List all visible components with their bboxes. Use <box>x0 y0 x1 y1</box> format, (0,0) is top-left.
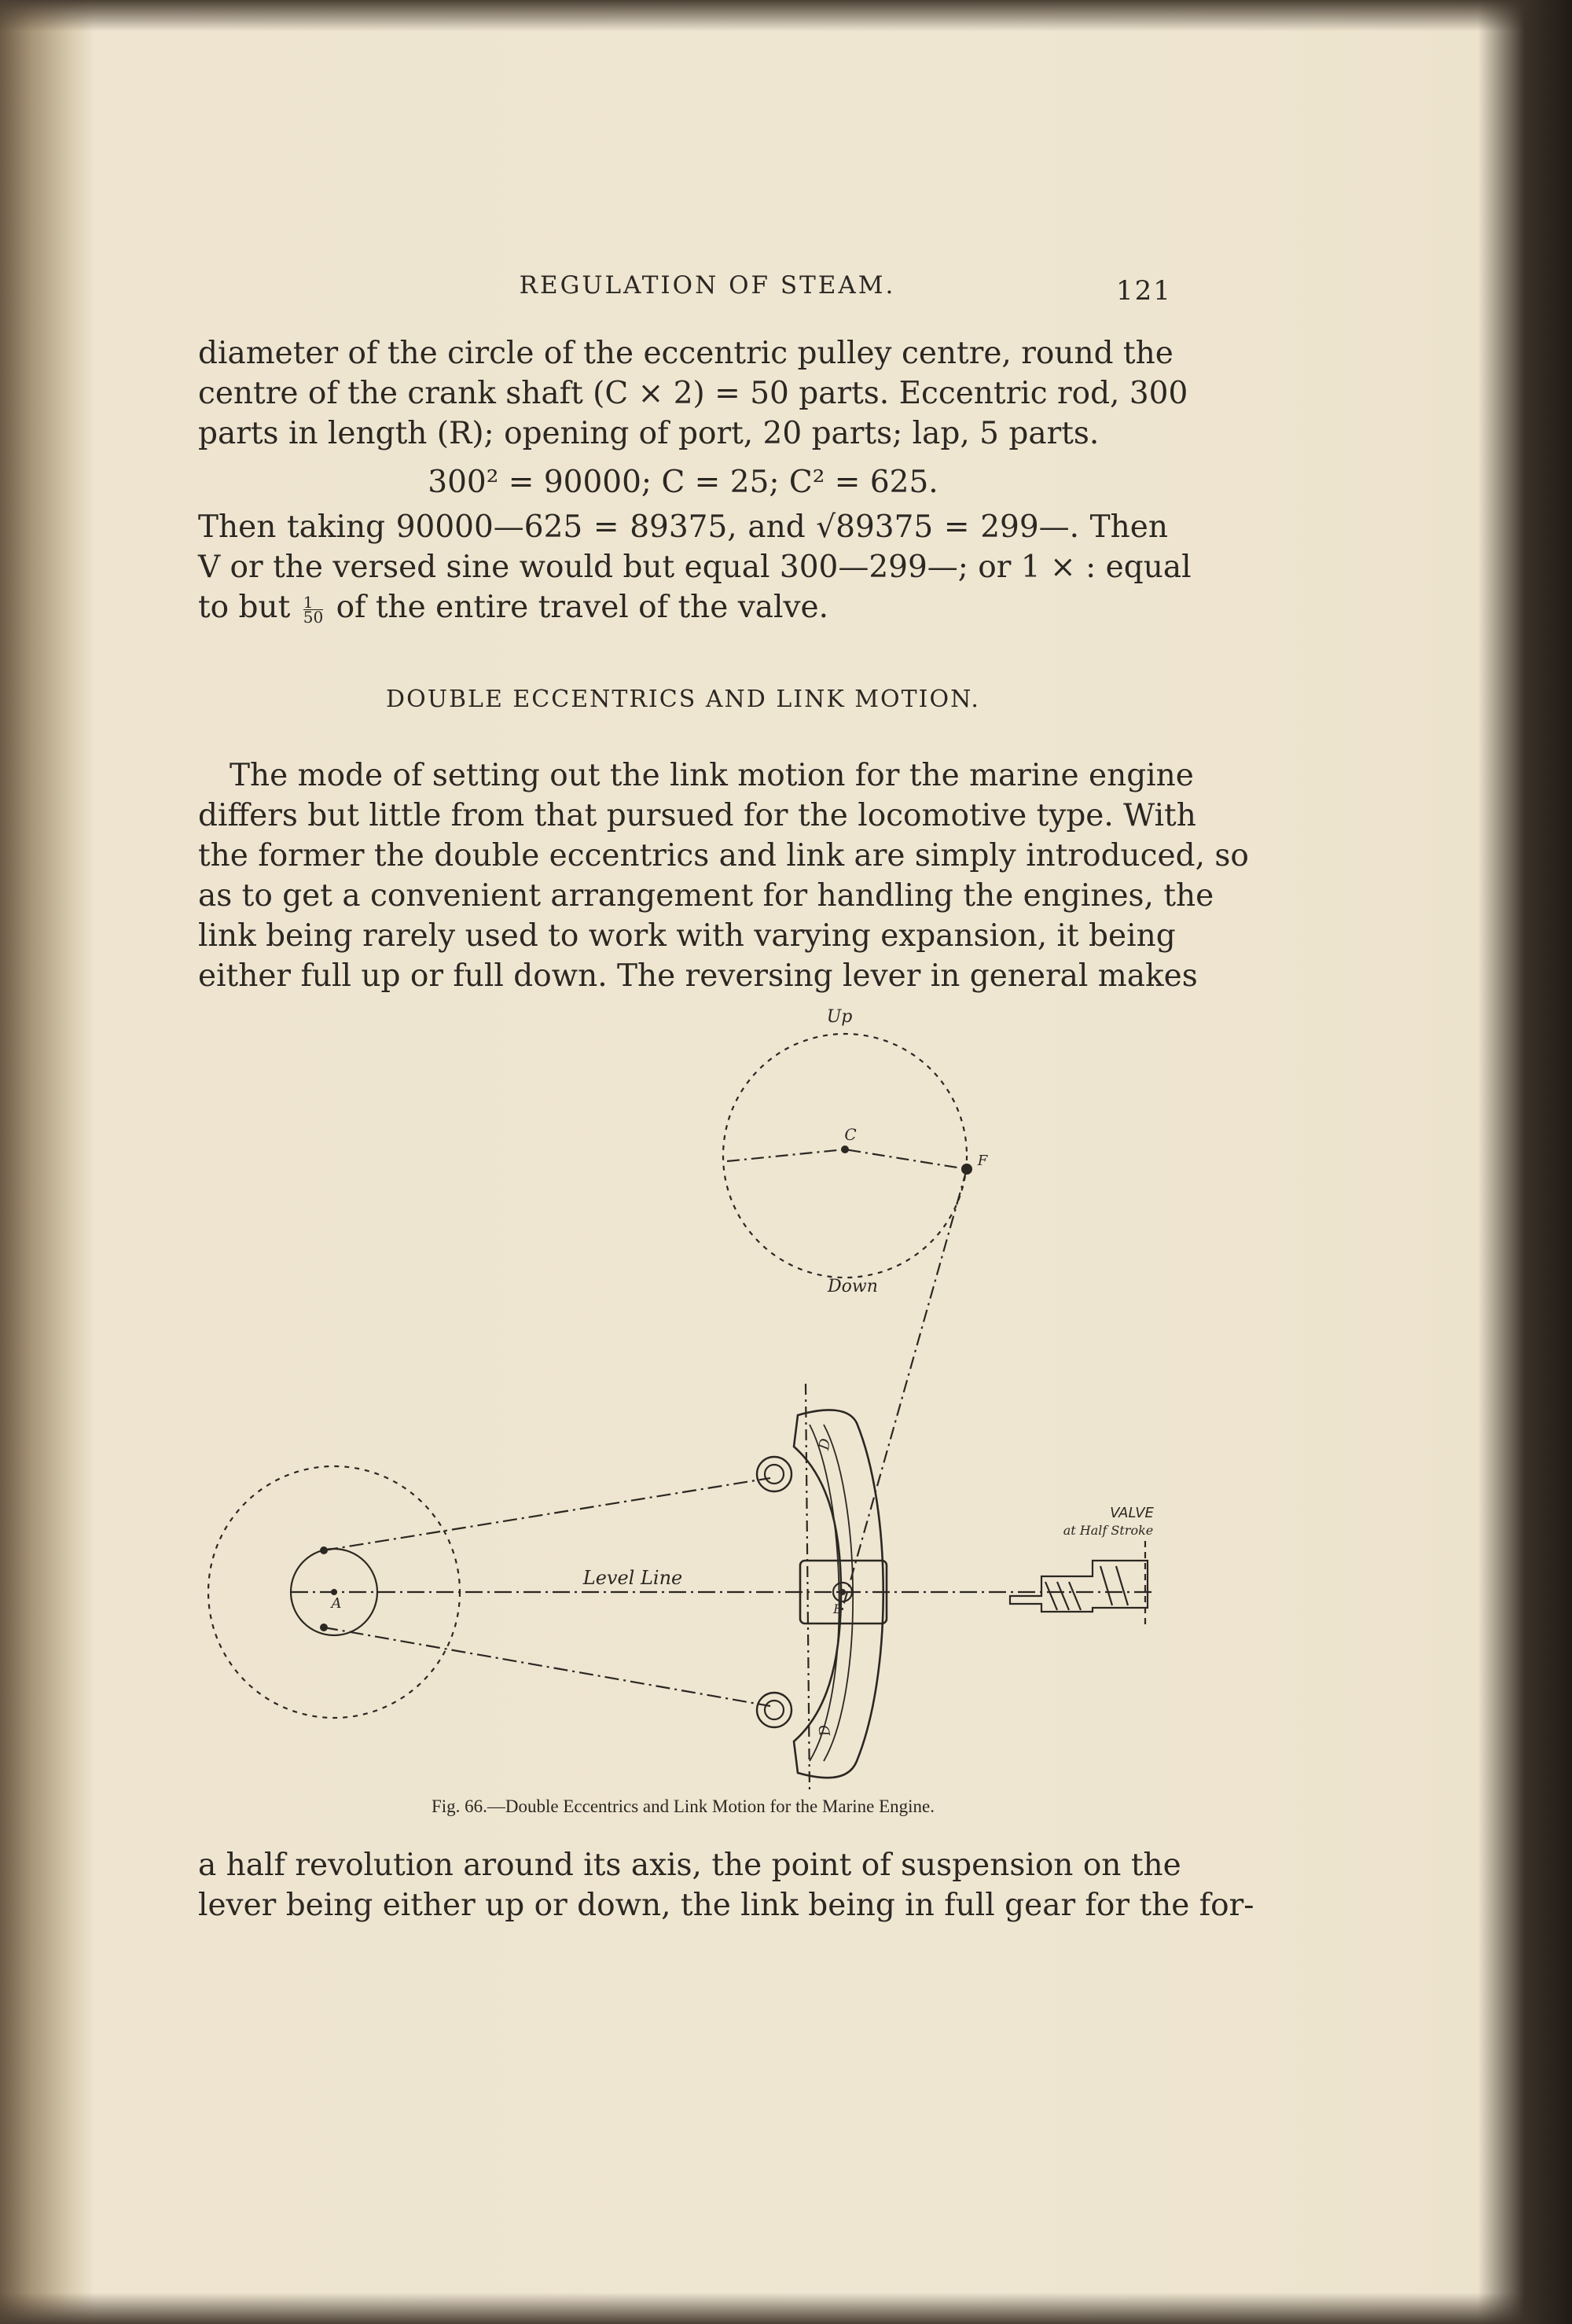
label-d-top: D <box>815 1437 835 1451</box>
equation-line: 300² = 90000; C = 25; C² = 625. <box>428 465 938 500</box>
upper-circle <box>723 1034 967 1278</box>
label-d-bottom: D <box>815 1723 835 1737</box>
paragraph-line: the former the double eccentrics and link are simply introduced, so <box>198 838 1249 873</box>
running-head: REGULATION OF STEAM. <box>519 271 896 300</box>
label-valve-sub: at Half Stroke <box>1063 1523 1154 1538</box>
paragraph-line: either full up or full down. The reversing lever in general makes <box>198 958 1198 994</box>
body-line: V or the versed sine would but equal 300—299—; or 1 × : equal <box>198 550 1192 585</box>
label-down: Down <box>828 1277 878 1296</box>
lower-eccentric-rod <box>324 1627 770 1706</box>
fraction-denominator: 50 <box>303 607 324 627</box>
upper-eccentric-rod <box>324 1478 770 1550</box>
label-valve: VALVE <box>1110 1505 1154 1521</box>
body-line: centre of the crank shaft (C × 2) = 50 parts. Eccentric rod, 300 <box>198 376 1188 411</box>
fraction-line-after: of the entire travel of the valve. <box>336 590 829 625</box>
label-a: A <box>331 1595 342 1612</box>
upper-eccentric-pin-outer <box>757 1457 792 1491</box>
valve-hatching-3 <box>1069 1582 1081 1610</box>
body-line: lever being either up or down, the link being in full gear for the for- <box>198 1888 1254 1923</box>
upper-eccentric-pin-inner <box>765 1465 784 1484</box>
paragraph-line: link being rarely used to work with varying expansion, it being <box>198 918 1176 954</box>
lower-eccentric-pin-outer <box>757 1693 792 1727</box>
point-b <box>839 1589 846 1595</box>
point-c <box>841 1145 849 1153</box>
valve-hatching-5 <box>1116 1566 1128 1605</box>
valve-hatching-1 <box>1045 1582 1057 1610</box>
vertical-drop-line <box>839 1169 967 1620</box>
body-line: parts in length (R); opening of port, 20 parts; lap, 5 parts. <box>198 416 1100 451</box>
label-c: C <box>844 1125 857 1144</box>
body-line: a half revolution around its axis, the point of suspension on the <box>198 1848 1181 1883</box>
point-a <box>331 1589 337 1595</box>
fraction-numerator: 1 <box>303 595 323 610</box>
link-centerline <box>806 1384 810 1793</box>
crank-bottom-dot <box>320 1623 328 1631</box>
valve-hatching-2 <box>1057 1582 1069 1610</box>
paragraph-line: differs but little from that pursued for the locomotive type. With <box>198 798 1196 833</box>
body-line: diameter of the circle of the eccentric pulley centre, round the <box>198 336 1173 371</box>
point-f <box>961 1164 972 1175</box>
fraction-line-before: to but <box>198 590 291 625</box>
crank-top-dot <box>320 1546 328 1554</box>
paragraph-line: as to get a convenient arrangement for handling the engines, the <box>198 878 1214 914</box>
label-b: B <box>833 1601 843 1616</box>
body-line: Then taking 90000—625 = 89375, and √89375 = 299—. Then <box>198 509 1168 545</box>
section-heading: DOUBLE ECCENTRICS AND LINK MOTION. <box>386 686 980 713</box>
label-level-line: Level Line <box>582 1567 683 1589</box>
valve-hatching-4 <box>1100 1566 1112 1605</box>
label-up: Up <box>826 1007 853 1027</box>
lower-eccentric-pin-inner <box>765 1701 784 1719</box>
paragraph-line: The mode of setting out the link motion for the marine engine <box>230 758 1194 793</box>
figure-caption: Fig. 66.—Double Eccentrics and Link Motion for the Marine Engine. <box>431 1796 935 1816</box>
label-f: F <box>977 1153 988 1169</box>
page-number: 121 <box>1116 275 1172 307</box>
